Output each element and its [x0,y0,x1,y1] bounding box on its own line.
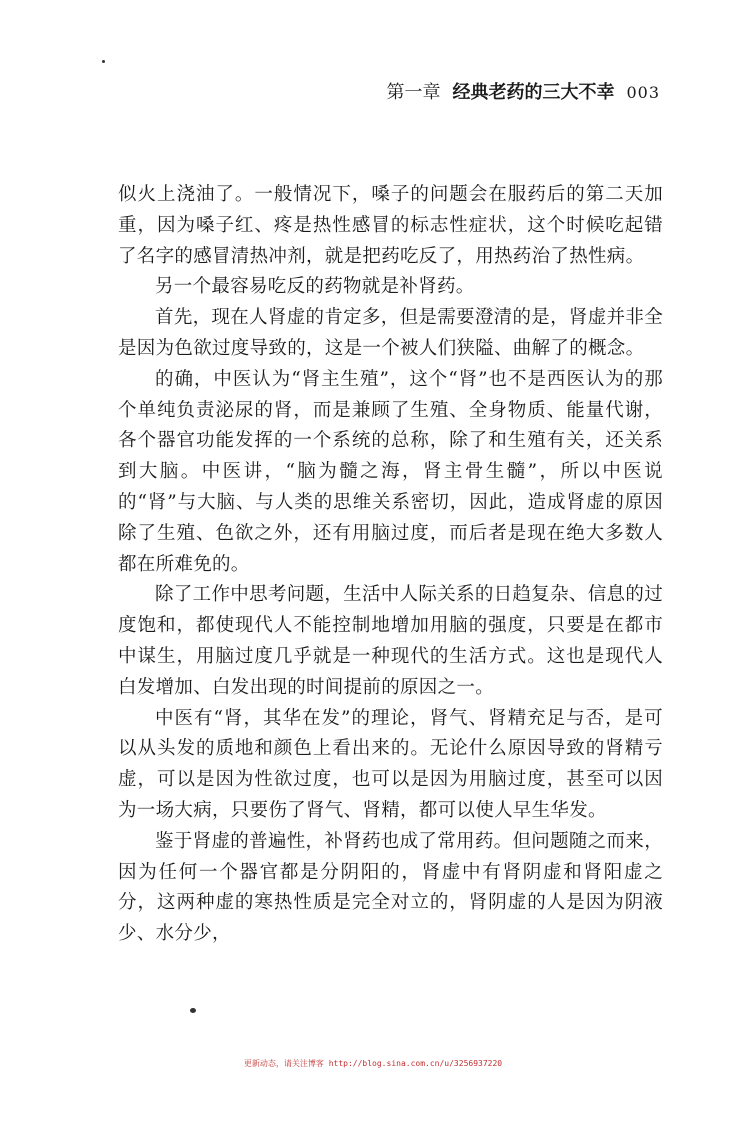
paragraph: 中医有“肾，其华在发”的理论，肾气、肾精充足与否，是可以从头发的质地和颜色上看出来的。无论什么原因导致的肾精亏虚，可以是因为性欲过度，也可以是因为用脑过度，甚至可以因为一场大病，只要伤了肾气、肾精，都可以使人早生华发。 [118,707,663,821]
paragraph: 首先，现在人肾虚的肯定多，但是需要澄清的是，肾虚并非全是因为色欲过度导致的，这是一个被人们狭隘、曲解了的概念。 [118,307,663,359]
paragraph: 似火上浇油了。一般情况下，嗓子的问题会在服药后的第二天加重，因为嗓子红、疼是热性感冒的标志性症状，这个时候吃起错了名字的感冒清热冲剂，就是把药吃反了，用热药治了热性病。 [118,184,663,267]
body-text [118,180,663,950]
paragraph: 除了工作中思考问题，生活中人际关系的日趋复杂、信息的过度饱和，都使现代人不能控制地增加用脑的强度，只要是在都市中谋生，用脑过度几乎就是一种现代的生活方式。这也是现代人白发增加、白发出现的时间提前的原因之一。 [118,584,663,698]
scan-speck [102,60,105,63]
paragraph: 鉴于肾虚的普遍性，补肾药也成了常用药。但问题随之而来，因为任何一个器官都是分阴阳的，肾虚中有肾阴虚和肾阳虚之分，这两种虚的寒热性质是完全对立的，肾阴虚的人是因为阴液少、水分少， [118,830,663,945]
chapter-title: 经典老药的三大不幸 [452,82,615,103]
chapter-label: 第一章 [386,82,441,103]
scan-speck [190,1008,196,1013]
running-header [386,78,660,104]
page-number: 003 [626,83,660,102]
footer-note: 更新动态，请关注博客 http://blog.sina.com.cn/u/3256937220 [243,1059,503,1068]
paragraph: 的确，中医认为“肾主生殖”，这个“肾”也不是西医认为的那个单纯负责泌尿的肾，而是兼顾了生殖、全身物质、能量代谢，各个器官功能发挥的一个系统的总称，除了和生殖有关，还关系到大脑。中医讲，“脑为髓之海，肾主骨生髓”，所以中医说的“肾”与大脑、与人类的思维关系密切，因此，造成肾虚的原因除了生殖、色欲之外，还有用脑过度，而后者是现在绝大多数人都在所难免的。 [118,368,663,575]
paragraph: 另一个最容易吃反的药物就是补肾药。 [155,276,475,298]
